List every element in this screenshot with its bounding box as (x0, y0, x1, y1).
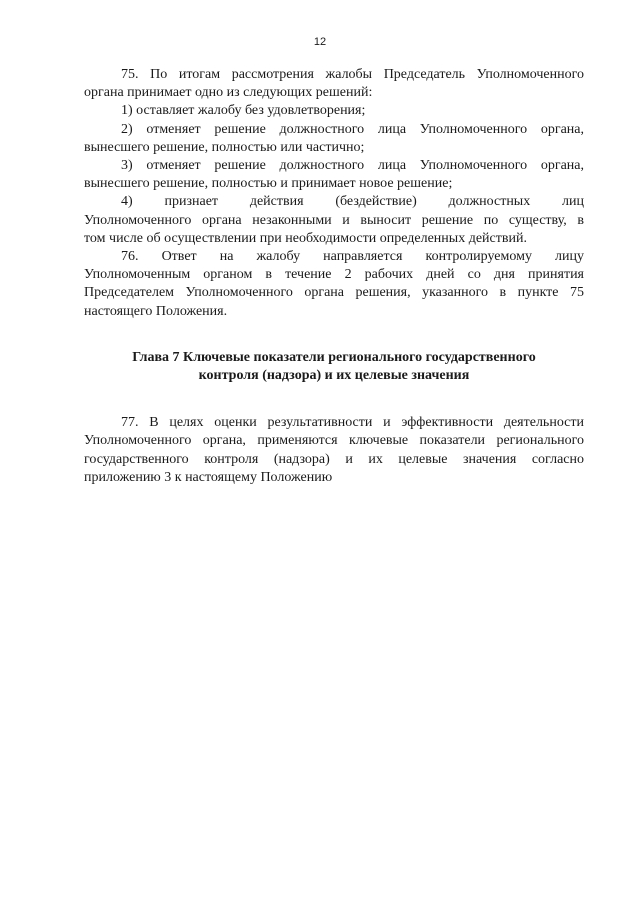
list-item-1: 1) оставляет жалобу без удовлетворения; (121, 103, 366, 119)
list-item-4-line-1: 4) признает действия (бездействие) должностных лиц (121, 194, 584, 210)
paragraph-77-line-2: Уполномоченного органа, применяются ключевые показатели регионального (84, 433, 584, 449)
paragraph-76-line-4: настоящего Положения. (84, 303, 228, 319)
list-item-2-line-1: 2) отменяет решение должностного лица Уполномоченного органа, (121, 121, 584, 137)
page-number: 12 (313, 36, 327, 48)
paragraph-76-line-3: Председателем Уполномоченного органа решения, указанного в пункте 75 (84, 285, 584, 301)
list-item-3-line-1: 3) отменяет решение должностного лица Уполномоченного органа, (121, 158, 584, 174)
paragraph-77-line-3: государственного контроля (надзора) и их целевые значения согласно (84, 451, 584, 467)
chapter-heading-line-2: контроля (надзора) и их целевые значения (198, 368, 470, 384)
list-item-2-line-2: вынесшего решение, полностью или частично; (84, 139, 365, 155)
list-item-4-line-3: том числе об осуществлении при необходимости определенных действий. (84, 230, 527, 246)
document-body (84, 66, 584, 487)
paragraph-77-line-4: приложению 3 к настоящему Положению (84, 469, 333, 485)
paragraph-77-line-1: 77. В целях оценки результативности и эффективности деятельности (121, 415, 584, 431)
paragraph-75-line-1: 75. По итогам рассмотрения жалобы Председатель Уполномоченного (121, 67, 584, 82)
paragraph-75-line-2: органа принимает одно из следующих решений: (84, 85, 373, 101)
paragraph-76-line-2: Уполномоченным органом в течение 2 рабочих дней со дня принятия (84, 267, 584, 283)
paragraph-76-line-1: 76. Ответ на жалобу направляется контролируемому лицу (121, 249, 584, 265)
list-item-4-line-2: Уполномоченного органа незаконными и выносит решение по существу, в (84, 212, 584, 228)
chapter-7-heading (84, 349, 584, 385)
chapter-heading-line-1: Глава 7 Ключевые показатели регионального государственного (132, 349, 536, 365)
list-item-3-line-2: вынесшего решение, полностью и принимает новое решение; (84, 176, 453, 192)
